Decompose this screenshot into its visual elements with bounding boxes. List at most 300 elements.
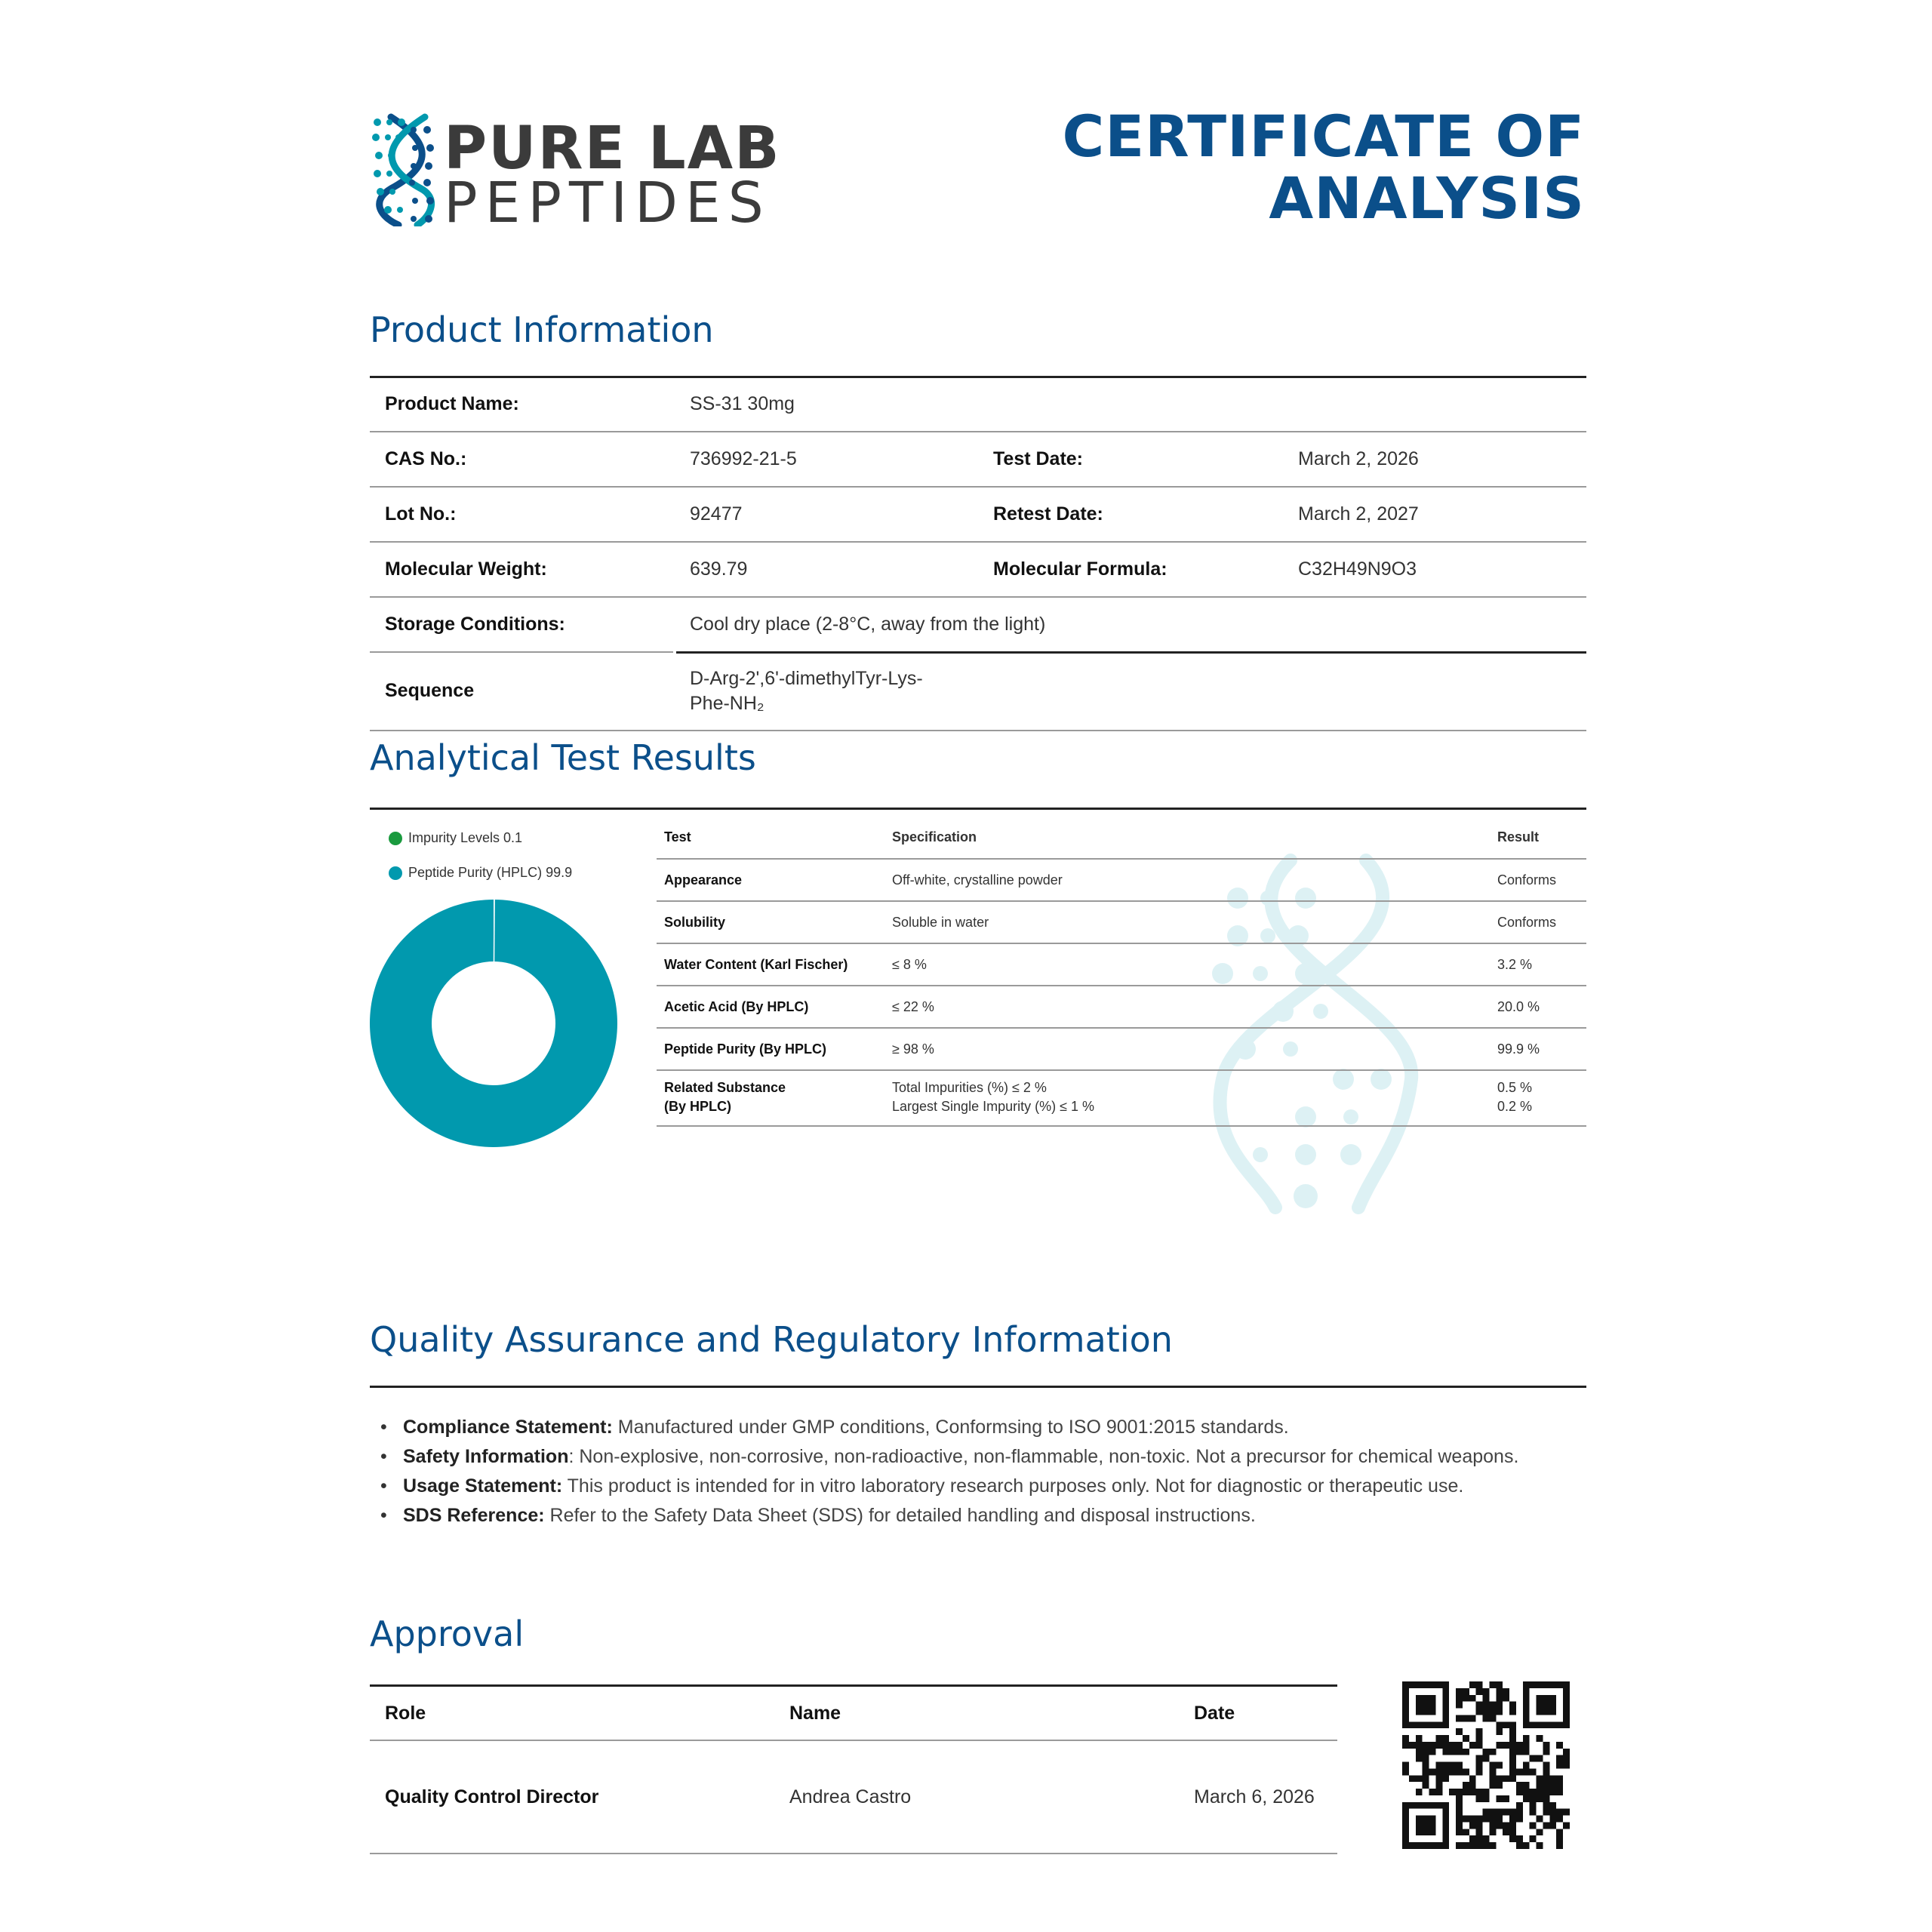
qr-module (1509, 1728, 1516, 1735)
lot-value: 92477 (690, 503, 743, 525)
test-spec: ≤ 22 % (892, 999, 934, 1014)
title-line1: CERTIFICATE OF (1062, 103, 1585, 170)
qr-module (1537, 1695, 1557, 1715)
qr-module (1435, 1735, 1442, 1742)
qr-module (1469, 1789, 1476, 1795)
donut-slice-divider (494, 900, 495, 961)
product-name-label: Product Name: (385, 393, 519, 414)
table-row (657, 944, 1586, 986)
product-info-heading: Product Information (370, 309, 714, 350)
qr-module (1496, 1742, 1503, 1749)
qa-text: Manufactured under GMP conditions, Conformsing to ISO 9001:2015 standards. (612, 1417, 1289, 1438)
qr-module (1537, 1775, 1543, 1782)
qa-key: Safety Information (403, 1446, 569, 1467)
qr-module (1489, 1715, 1496, 1721)
qr-module (1463, 1695, 1469, 1702)
qr-module (1496, 1795, 1503, 1802)
qr-module (1402, 1762, 1409, 1769)
qr-module (1530, 1809, 1537, 1816)
qr-module (1423, 1775, 1429, 1782)
analytical-results-table (657, 817, 1586, 1127)
qr-module (1435, 1782, 1442, 1789)
qr-module (1463, 1688, 1469, 1695)
qr-module (1516, 1782, 1523, 1789)
qr-module (1549, 1782, 1556, 1789)
qr-module (1402, 1768, 1409, 1775)
qa-rule (370, 1386, 1586, 1388)
table-row (657, 860, 1586, 902)
table-row-related-substance (657, 1071, 1586, 1127)
qr-module (1563, 1762, 1570, 1769)
qr-module (1416, 1735, 1423, 1742)
cas-row (370, 432, 1586, 488)
qr-module (1523, 1795, 1530, 1802)
test-result: Conforms (1497, 915, 1557, 930)
qr-module (1503, 1721, 1509, 1728)
qr-module (1516, 1835, 1523, 1842)
qr-module (1543, 1775, 1549, 1782)
company-logo (368, 113, 791, 234)
qr-module (1530, 1755, 1537, 1762)
spec-line2: Largest Single Impurity (%) ≤ 1 % (892, 1099, 1094, 1114)
logo-wordmark-line1: PURE LAB (444, 115, 781, 183)
qa-text: Refer to the Safety Data Sheet (SDS) for detailed handling and disposal instructions. (544, 1505, 1256, 1526)
test-result: 20.0 % (1497, 999, 1540, 1014)
qr-module (1463, 1789, 1469, 1795)
qr-module (1435, 1789, 1442, 1795)
qr-module (1496, 1822, 1503, 1829)
qr-module (1469, 1822, 1476, 1829)
qr-module (1456, 1688, 1463, 1695)
qr-module (1409, 1742, 1416, 1749)
sequence-label: Sequence (385, 680, 475, 701)
qr-module (1530, 1789, 1537, 1795)
qr-module (1489, 1775, 1496, 1782)
qr-module (1556, 1842, 1563, 1849)
list-item (377, 1501, 1600, 1531)
qr-module (1537, 1795, 1543, 1802)
qr-module (1456, 1715, 1463, 1721)
qr-module (1469, 1842, 1476, 1849)
spec-line1: Total Impurities (%) ≤ 2 % (892, 1080, 1047, 1095)
qr-module (1496, 1709, 1503, 1715)
qr-module (1509, 1702, 1516, 1709)
qr-module (1556, 1775, 1563, 1782)
qr-module (1423, 1749, 1429, 1755)
bullet: • (380, 1446, 387, 1467)
qr-module (1503, 1742, 1509, 1749)
qr-module (1496, 1702, 1503, 1709)
qr-module (1456, 1829, 1463, 1835)
qr-module (1442, 1742, 1449, 1749)
qr-module (1456, 1768, 1463, 1775)
qr-module (1523, 1762, 1530, 1769)
qr-module (1509, 1775, 1516, 1782)
qr-module (1489, 1768, 1496, 1775)
qa-key: Compliance Statement: (403, 1417, 613, 1438)
qr-module (1509, 1735, 1516, 1742)
qr-module (1537, 1755, 1543, 1762)
qr-module (1476, 1762, 1483, 1769)
qr-module (1469, 1775, 1476, 1782)
qr-module (1469, 1695, 1476, 1702)
qr-code-icon (1402, 1681, 1570, 1849)
qr-module (1530, 1802, 1537, 1809)
qr-module (1456, 1802, 1463, 1809)
qr-module (1449, 1762, 1456, 1769)
product-info-table (370, 377, 1586, 731)
qr-module (1496, 1809, 1503, 1816)
bullet: • (380, 1417, 387, 1438)
retest-date-value: March 2, 2027 (1298, 503, 1419, 525)
qr-module (1483, 1755, 1490, 1762)
list-item (377, 1472, 1600, 1501)
test-spec: ≥ 98 % (892, 1041, 934, 1057)
lot-label: Lot No.: (385, 503, 457, 525)
legend-label-impurity: Impurity Levels 0.1 (408, 830, 523, 845)
table-row (657, 986, 1586, 1029)
qr-module (1456, 1762, 1463, 1769)
qr-module (1516, 1749, 1523, 1755)
qr-module (1449, 1768, 1456, 1775)
qr-module (1476, 1702, 1483, 1709)
qr-module (1556, 1755, 1563, 1762)
qr-module (1483, 1695, 1490, 1702)
qr-module (1483, 1835, 1490, 1842)
qr-module (1489, 1681, 1496, 1688)
qr-module (1503, 1695, 1509, 1702)
qr-module (1516, 1802, 1523, 1809)
title-line2: ANALYSIS (1269, 165, 1585, 232)
qr-module (1449, 1742, 1456, 1749)
sequence-value (690, 666, 923, 716)
bullet: • (380, 1505, 387, 1526)
test-result (1497, 1078, 1532, 1116)
qr-module (1543, 1782, 1549, 1789)
qr-module (1429, 1789, 1436, 1795)
qr-module (1509, 1816, 1516, 1823)
bullet: • (380, 1475, 387, 1497)
qr-module (1483, 1795, 1490, 1802)
qr-module (1402, 1735, 1409, 1742)
qr-module (1549, 1802, 1556, 1809)
qr-module (1509, 1768, 1516, 1775)
qr-module (1523, 1842, 1530, 1849)
qr-module (1537, 1735, 1543, 1742)
qr-module (1530, 1835, 1537, 1842)
qr-module (1456, 1728, 1463, 1735)
qr-module (1483, 1789, 1490, 1795)
qr-module (1509, 1822, 1516, 1829)
col-role: Role (385, 1703, 426, 1724)
qr-module (1442, 1762, 1449, 1769)
test-name: Appearance (664, 872, 743, 888)
sequence-line2: Phe-NH₂ (690, 693, 764, 714)
qr-module (1469, 1782, 1476, 1789)
qr-module (1556, 1809, 1563, 1816)
qr-module (1489, 1822, 1496, 1829)
qr-module (1543, 1809, 1549, 1816)
qr-module (1516, 1809, 1523, 1816)
qr-module (1476, 1681, 1483, 1688)
qr-module (1416, 1789, 1423, 1795)
qr-module (1563, 1749, 1570, 1755)
test-name: Peptide Purity (By HPLC) (664, 1041, 827, 1057)
qr-module (1476, 1755, 1483, 1762)
qr-module (1442, 1775, 1449, 1782)
qr-module (1489, 1702, 1496, 1709)
qr-module (1423, 1742, 1429, 1749)
qr-module (1509, 1755, 1516, 1762)
table-row (657, 902, 1586, 944)
qr-module (1509, 1709, 1516, 1715)
qr-module (1530, 1822, 1537, 1829)
qr-module (1423, 1782, 1429, 1789)
qr-module (1509, 1809, 1516, 1816)
qr-module (1543, 1762, 1549, 1769)
qr-module (1456, 1749, 1463, 1755)
qr-module (1423, 1762, 1429, 1769)
qr-module (1476, 1822, 1483, 1829)
qr-module (1469, 1816, 1476, 1823)
qr-module (1523, 1735, 1530, 1742)
qr-module (1463, 1816, 1469, 1823)
qr-module (1496, 1775, 1503, 1782)
storage-value: Cool dry place (2-8°C, away from the light) (690, 614, 1046, 635)
qr-module (1476, 1795, 1483, 1802)
qr-module (1416, 1755, 1423, 1762)
qr-module (1456, 1702, 1463, 1709)
qr-module (1543, 1789, 1549, 1795)
qr-module (1469, 1715, 1476, 1721)
qr-module (1483, 1715, 1490, 1721)
list-item (377, 1442, 1600, 1472)
test-spec: ≤ 8 % (892, 957, 927, 972)
qr-module (1476, 1842, 1483, 1849)
qr-module (1516, 1768, 1523, 1775)
qr-module (1469, 1835, 1476, 1842)
qr-module (1463, 1782, 1469, 1789)
qr-module (1496, 1695, 1503, 1702)
logo-wordmark-line2: PEPTIDES (444, 171, 771, 235)
qr-module (1549, 1822, 1556, 1829)
legend-swatch-impurity (389, 832, 402, 845)
qr-module (1463, 1735, 1469, 1742)
qr-module (1456, 1742, 1463, 1749)
qr-module (1483, 1809, 1490, 1816)
qr-module (1516, 1742, 1523, 1749)
qr-module (1563, 1809, 1570, 1816)
qr-module (1530, 1795, 1537, 1802)
results-header-row (657, 817, 1586, 860)
qr-module (1496, 1688, 1503, 1695)
qr-module (1537, 1842, 1543, 1849)
qr-module (1543, 1822, 1549, 1829)
test-date-label: Test Date: (993, 448, 1084, 469)
qr-module (1416, 1775, 1423, 1782)
col-date: Date (1194, 1703, 1235, 1724)
qr-module (1476, 1735, 1483, 1742)
molecular-formula-value: C32H49N9O3 (1298, 558, 1417, 580)
qr-module (1429, 1768, 1436, 1775)
qr-module (1543, 1749, 1549, 1755)
qr-module (1509, 1762, 1516, 1769)
qr-module (1556, 1829, 1563, 1835)
qr-module (1483, 1842, 1490, 1849)
qr-module (1556, 1816, 1563, 1823)
legend-swatch-purity (389, 866, 402, 880)
qr-module (1476, 1829, 1483, 1835)
qr-module (1483, 1749, 1490, 1755)
qr-module (1537, 1789, 1543, 1795)
molecular-row (370, 543, 1586, 598)
qr-module (1476, 1835, 1483, 1842)
qr-module (1549, 1816, 1556, 1823)
molecular-weight-label: Molecular Weight: (385, 558, 547, 580)
qr-module (1523, 1789, 1530, 1795)
qa-text: This product is intended for in vitro laboratory research purposes only. Not for diagnostic or therapeutic use. (562, 1475, 1464, 1497)
qr-module (1435, 1768, 1442, 1775)
qr-module (1469, 1681, 1476, 1688)
qr-module (1423, 1755, 1429, 1762)
qr-module (1442, 1735, 1449, 1742)
qr-module (1476, 1709, 1483, 1715)
qr-module (1489, 1816, 1496, 1823)
qa-key: Usage Statement: (403, 1475, 563, 1497)
qr-module (1503, 1829, 1509, 1835)
table-row (370, 1741, 1337, 1854)
qr-module (1435, 1742, 1442, 1749)
approver-role: Quality Control Director (385, 1786, 599, 1807)
qr-module (1516, 1816, 1523, 1823)
qr-module (1476, 1789, 1483, 1795)
molecular-weight-value: 639.79 (690, 558, 748, 580)
test-name-line1: Related Substance (664, 1080, 786, 1095)
qr-module (1489, 1809, 1496, 1816)
qr-module (1489, 1749, 1496, 1755)
col-result: Result (1497, 829, 1540, 844)
qr-module (1489, 1842, 1496, 1849)
test-name (664, 1078, 786, 1116)
qr-module (1476, 1816, 1483, 1823)
qr-module (1456, 1795, 1463, 1802)
qr-module (1483, 1688, 1490, 1695)
purity-donut-chart (368, 898, 619, 1149)
qr-module (1543, 1742, 1549, 1749)
analytical-heading: Analytical Test Results (370, 737, 756, 778)
qr-module (1416, 1742, 1423, 1749)
qr-module (1516, 1842, 1523, 1849)
col-name: Name (789, 1703, 841, 1724)
qr-module (1516, 1789, 1523, 1795)
qr-module (1469, 1742, 1476, 1749)
analytical-rule (370, 808, 1586, 810)
qr-module (1442, 1749, 1449, 1755)
legend-label-purity: Peptide Purity (HPLC) 99.9 (408, 865, 573, 880)
qr-module (1509, 1829, 1516, 1835)
qr-module (1543, 1795, 1549, 1802)
list-item (377, 1413, 1600, 1442)
qr-module (1483, 1702, 1490, 1709)
qr-module (1509, 1749, 1516, 1755)
qr-module (1449, 1789, 1456, 1795)
qr-module (1496, 1782, 1503, 1789)
qr-module (1409, 1775, 1416, 1782)
qr-module (1429, 1749, 1436, 1755)
qr-module (1496, 1762, 1503, 1769)
qr-module (1503, 1775, 1509, 1782)
qr-module (1523, 1768, 1530, 1775)
storage-row (370, 598, 1586, 651)
test-name-line2: (By HPLC) (664, 1099, 731, 1114)
qr-module (1416, 1816, 1436, 1836)
sequence-line1: D-Arg-2',6'-dimethylTyr-Lys- (690, 668, 923, 689)
approver-name: Andrea Castro (789, 1786, 912, 1807)
test-name: Solubility (664, 915, 725, 930)
qr-module (1456, 1816, 1463, 1823)
qr-module (1509, 1835, 1516, 1842)
qr-module (1503, 1822, 1509, 1829)
qr-module (1509, 1721, 1516, 1728)
test-result: 3.2 % (1497, 957, 1533, 972)
qr-module (1503, 1688, 1509, 1695)
product-name-value: SS-31 30mg (690, 393, 795, 414)
retest-date-label: Retest Date: (993, 503, 1103, 525)
col-test: Test (664, 829, 691, 844)
sequence-row (370, 651, 1586, 731)
qa-list (377, 1413, 1600, 1531)
qr-module (1456, 1842, 1463, 1849)
qr-module (1489, 1762, 1496, 1769)
qr-module (1483, 1816, 1490, 1823)
approval-date: March 6, 2026 (1194, 1786, 1315, 1807)
lot-row (370, 488, 1586, 543)
product-name-row (370, 377, 1586, 432)
qr-module (1503, 1795, 1509, 1802)
qr-module (1503, 1809, 1509, 1816)
qr-module (1463, 1715, 1469, 1721)
qr-module (1563, 1755, 1570, 1762)
test-result: Conforms (1497, 872, 1557, 888)
qr-module (1523, 1782, 1530, 1789)
qr-module (1416, 1749, 1423, 1755)
qr-module (1549, 1809, 1556, 1816)
qr-module (1423, 1768, 1429, 1775)
qr-module (1496, 1681, 1503, 1688)
qr-module (1463, 1829, 1469, 1835)
approval-header-row (370, 1687, 1337, 1741)
qr-module (1442, 1768, 1449, 1775)
qr-module (1509, 1742, 1516, 1749)
qr-module (1523, 1742, 1530, 1749)
test-name: Water Content (Karl Fischer) (664, 957, 848, 972)
cas-value: 736992-21-5 (690, 448, 797, 469)
qr-module (1476, 1742, 1483, 1749)
result-line1: 0.5 % (1497, 1080, 1533, 1095)
qr-module (1556, 1835, 1563, 1842)
test-spec (892, 1078, 1094, 1116)
storage-label: Storage Conditions: (385, 614, 565, 635)
qr-module (1476, 1768, 1483, 1775)
qr-module (1537, 1829, 1543, 1835)
approval-table (370, 1684, 1337, 1854)
qr-module (1456, 1789, 1463, 1795)
test-name: Acetic Acid (By HPLC) (664, 999, 809, 1014)
test-result: 99.9 % (1497, 1041, 1540, 1057)
qr-module (1523, 1749, 1530, 1755)
qr-module (1476, 1688, 1483, 1695)
qr-module (1429, 1742, 1436, 1749)
